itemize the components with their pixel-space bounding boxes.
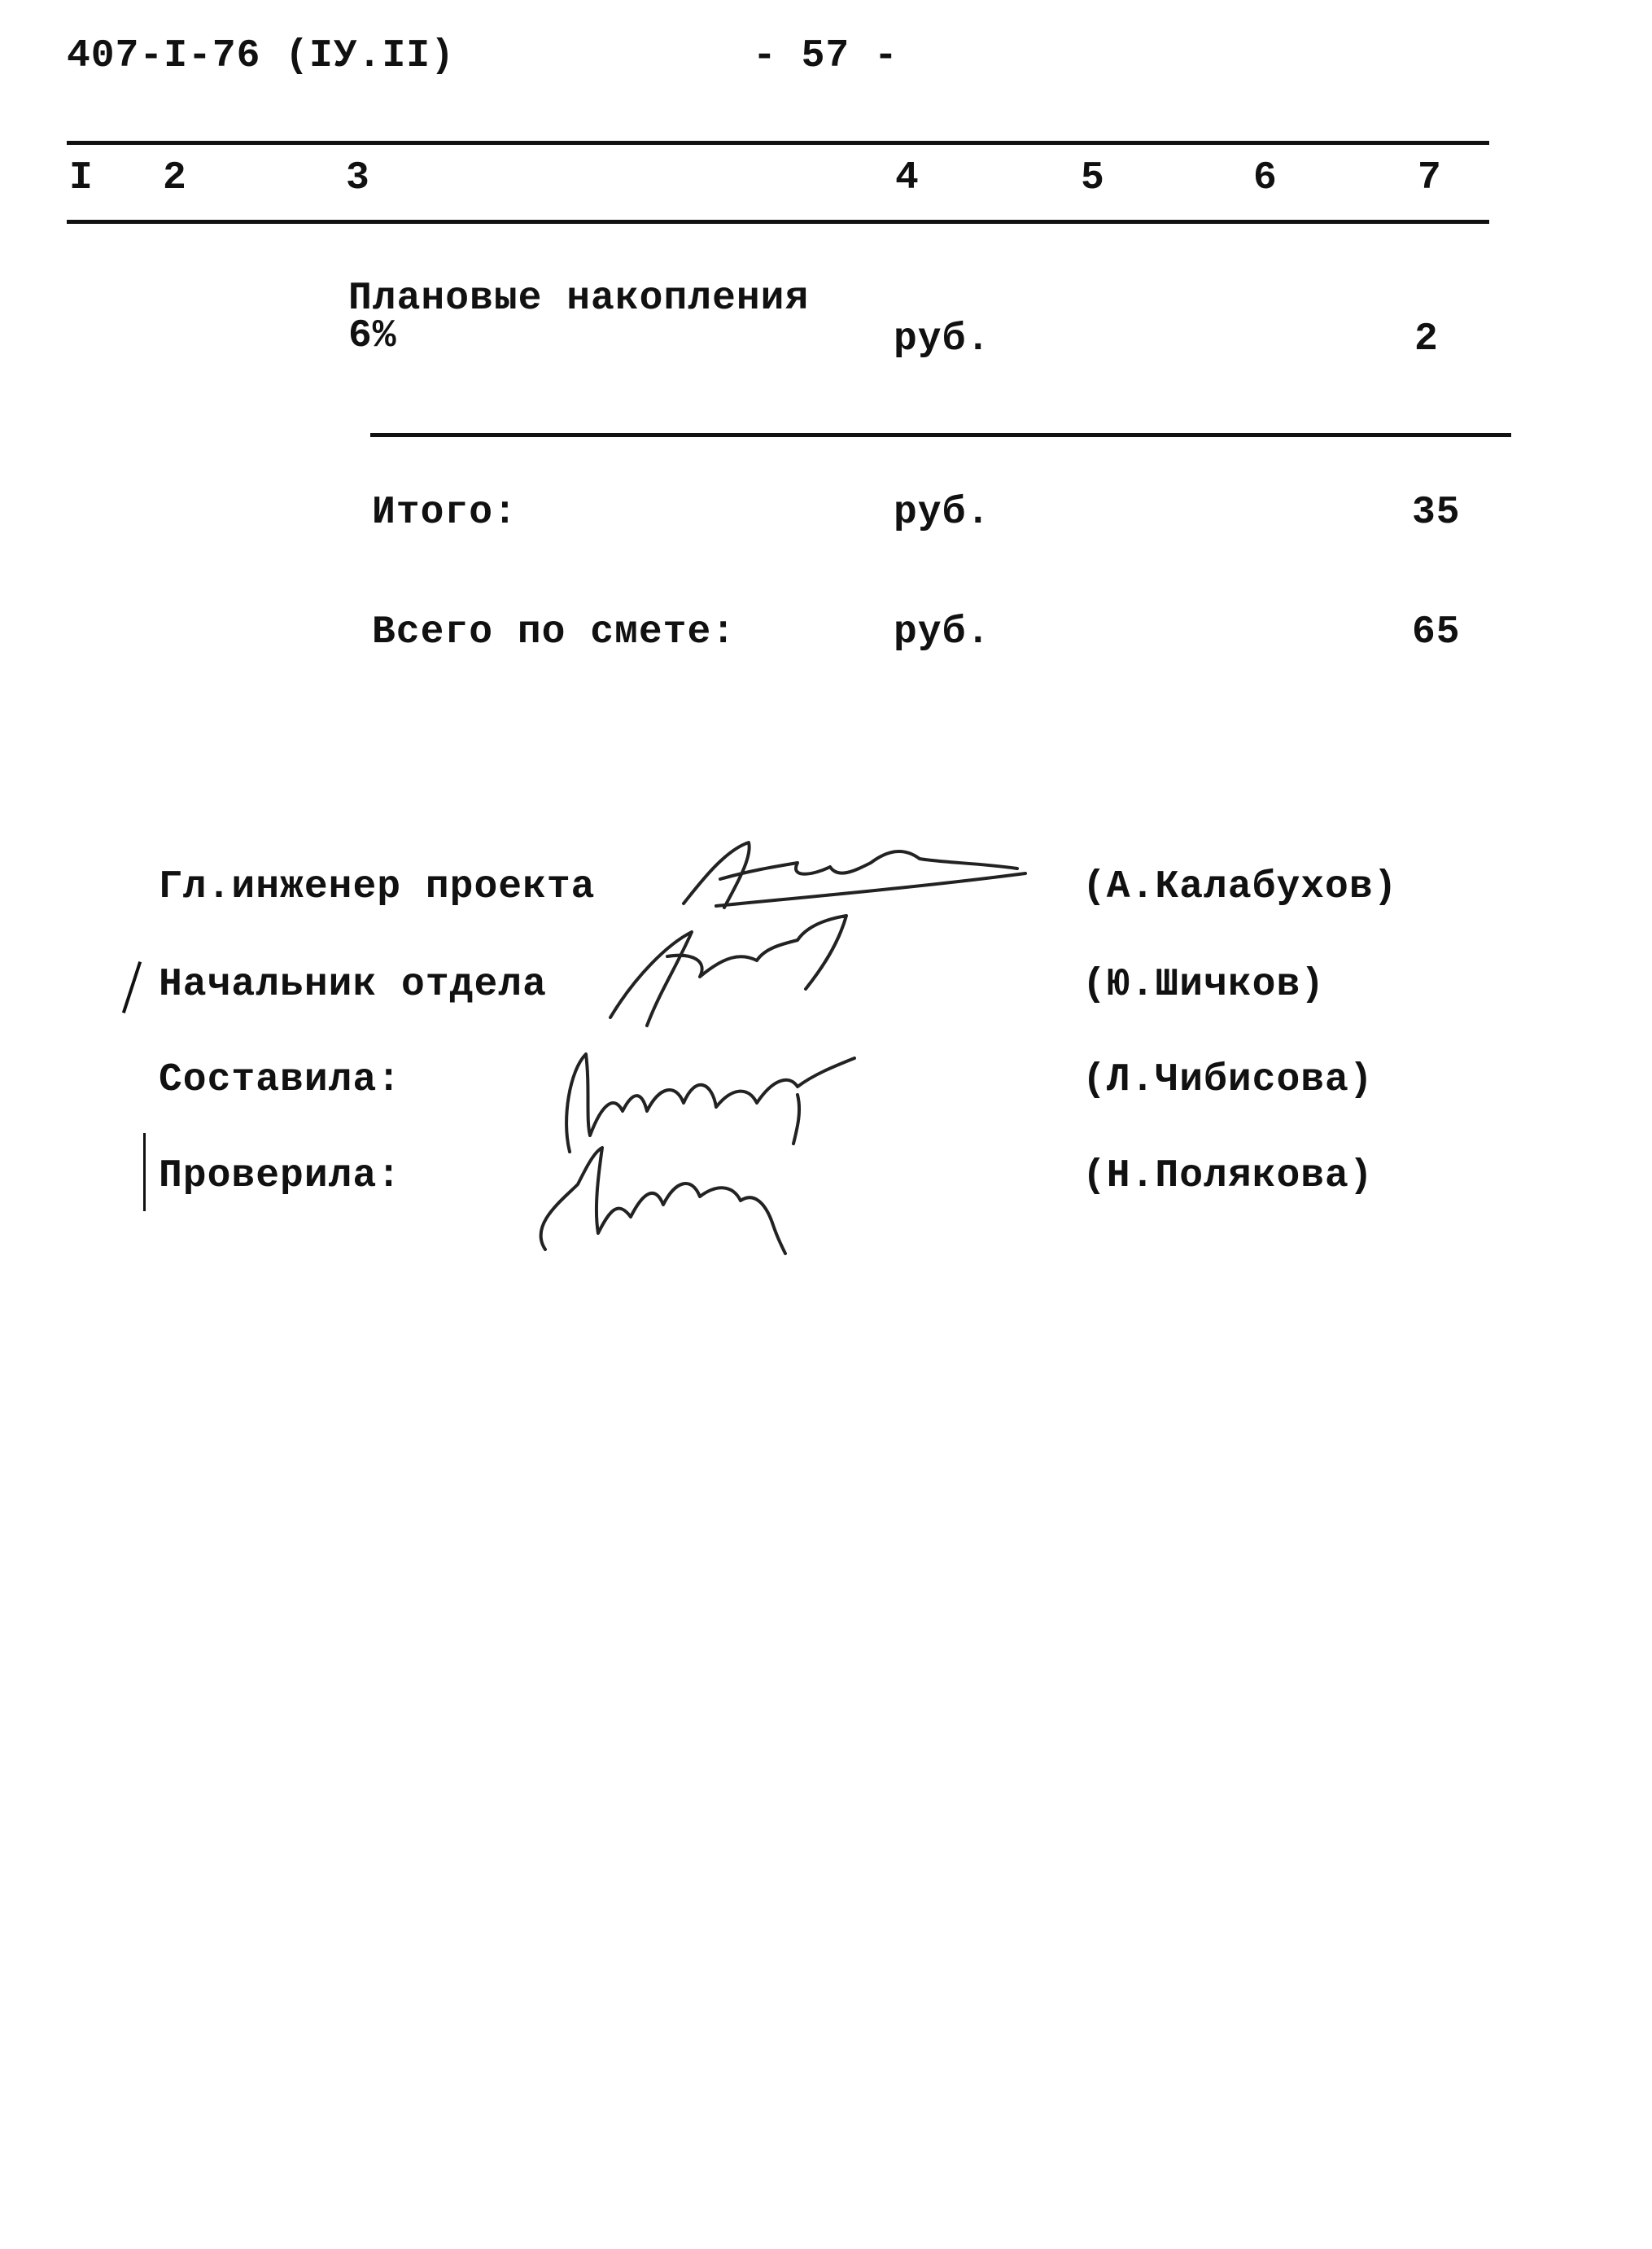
row-planned-savings-value: 2 [1414, 317, 1439, 361]
handwritten-signature-department-head [602, 912, 871, 1034]
table-top-rule [67, 141, 1489, 145]
row-planned-savings-label: Плановые накопления [348, 277, 810, 321]
signature-name-chief-engineer: (А.Калабухов) [1082, 865, 1398, 909]
signature-name-checked-by: (Н.Полякова) [1082, 1154, 1374, 1198]
document-code: 407-I-76 (IУ.II) [67, 34, 455, 78]
column-header-6: 6 [1253, 156, 1278, 200]
column-header-7: 7 [1418, 156, 1442, 200]
row-total-label: Итого: [372, 491, 518, 535]
column-header-1: I [69, 156, 94, 200]
signature-name-department-head: (Ю.Шичков) [1082, 963, 1326, 1007]
row-grand-total-unit: руб. [894, 610, 991, 654]
handwritten-signature-chief-engineer [675, 834, 1042, 916]
page-number: - 57 - [753, 34, 898, 78]
subtotal-rule [370, 433, 1511, 437]
handwritten-signature-checked-by [529, 1135, 822, 1258]
signature-role-compiled-by: Составила: [159, 1058, 402, 1102]
signature-role-chief-engineer: Гл.инженер проекта [159, 865, 596, 909]
row-planned-savings-unit: руб. [894, 317, 991, 361]
row-planned-savings-percent: 6% [348, 314, 397, 358]
column-header-2: 2 [163, 156, 187, 200]
column-header-3: 3 [346, 156, 370, 200]
column-header-5: 5 [1081, 156, 1105, 200]
signature-role-checked-by: Проверила: [159, 1154, 402, 1198]
signature-name-compiled-by: (Л.Чибисова) [1082, 1058, 1374, 1102]
margin-check-mark [122, 961, 142, 1013]
row-total-unit: руб. [894, 491, 991, 535]
signature-role-department-head: Начальник отдела [159, 963, 547, 1007]
table-header-rule [67, 220, 1489, 224]
row-grand-total-label: Всего по смете: [372, 610, 736, 654]
row-total-value: 35 [1412, 491, 1461, 535]
column-header-4: 4 [895, 156, 920, 200]
margin-check-mark [143, 1133, 146, 1211]
row-grand-total-value: 65 [1412, 610, 1461, 654]
